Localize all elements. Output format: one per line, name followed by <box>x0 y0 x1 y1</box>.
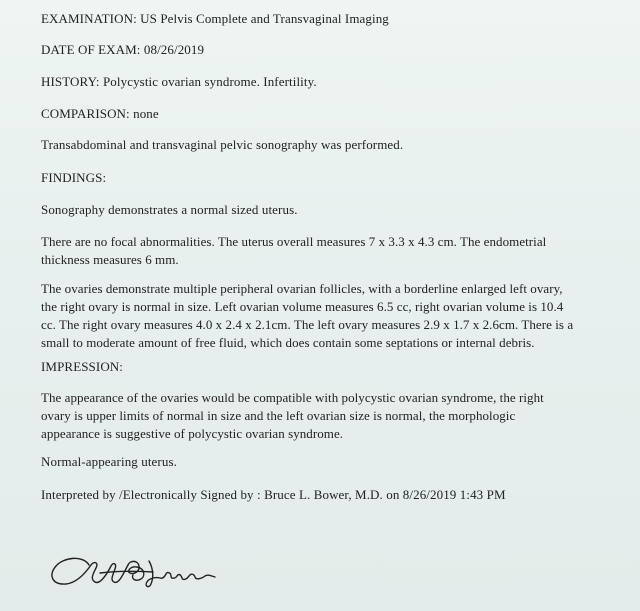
findings-ovaries-line: the right ovary is normal in size. Left ovarian volume measures 6.5 cc, right ovarian volume is 10.4 <box>41 299 564 314</box>
comparison-line: COMPARISON: none <box>41 106 159 121</box>
examination-line: EXAMINATION: US Pelvis Complete and Transvaginal Imaging <box>41 11 389 26</box>
findings-measurements-paragraph <box>41 233 601 269</box>
findings-measurements-line: thickness measures 6 mm. <box>41 252 179 267</box>
impression-paragraph <box>41 389 601 443</box>
findings-ovaries-paragraph <box>41 280 601 352</box>
procedure-line: Transabdominal and transvaginal pelvic sonography was performed. <box>41 137 404 152</box>
findings-ovaries-line: The ovaries demonstrate multiple peripheral ovarian follicles, with a borderline enlarged left ovary, <box>41 281 563 296</box>
impression-line: ovary is upper limits of normal in size and the left ovarian size is normal, the morphologic <box>41 408 516 423</box>
uterus-note-line: Normal-appearing uterus. <box>41 454 177 469</box>
impression-heading: IMPRESSION: <box>41 359 124 374</box>
impression-line: The appearance of the ovaries would be compatible with polycystic ovarian syndrome, the right <box>41 390 544 405</box>
handwritten-signature <box>45 548 220 590</box>
findings-measurements-line: There are no focal abnormalities. The uterus overall measures 7 x 3.3 x 4.3 cm. The endometrial <box>41 234 547 249</box>
findings-heading: FINDINGS: <box>41 170 107 185</box>
date-of-exam-line: DATE OF EXAM: 08/26/2019 <box>41 42 205 57</box>
electronic-signature-line: Interpreted by /Electronically Signed by : Bruce L. Bower, M.D. on 8/26/2019 1:43 PM <box>41 487 506 502</box>
history-line: HISTORY: Polycystic ovarian syndrome. Infertility. <box>41 74 317 89</box>
findings-uterus-line: Sonography demonstrates a normal sized uterus. <box>41 202 298 217</box>
impression-line: appearance is suggestive of polycystic ovarian syndrome. <box>41 426 344 441</box>
findings-ovaries-line: small to moderate amount of free fluid, which does contain some septations or internal debris. <box>41 335 535 350</box>
findings-ovaries-line: cc. The right ovary measures 4.0 x 2.4 x 2.1cm. The left ovary measures 2.9 x 1.7 x 2.6cm. There is a <box>41 317 574 332</box>
